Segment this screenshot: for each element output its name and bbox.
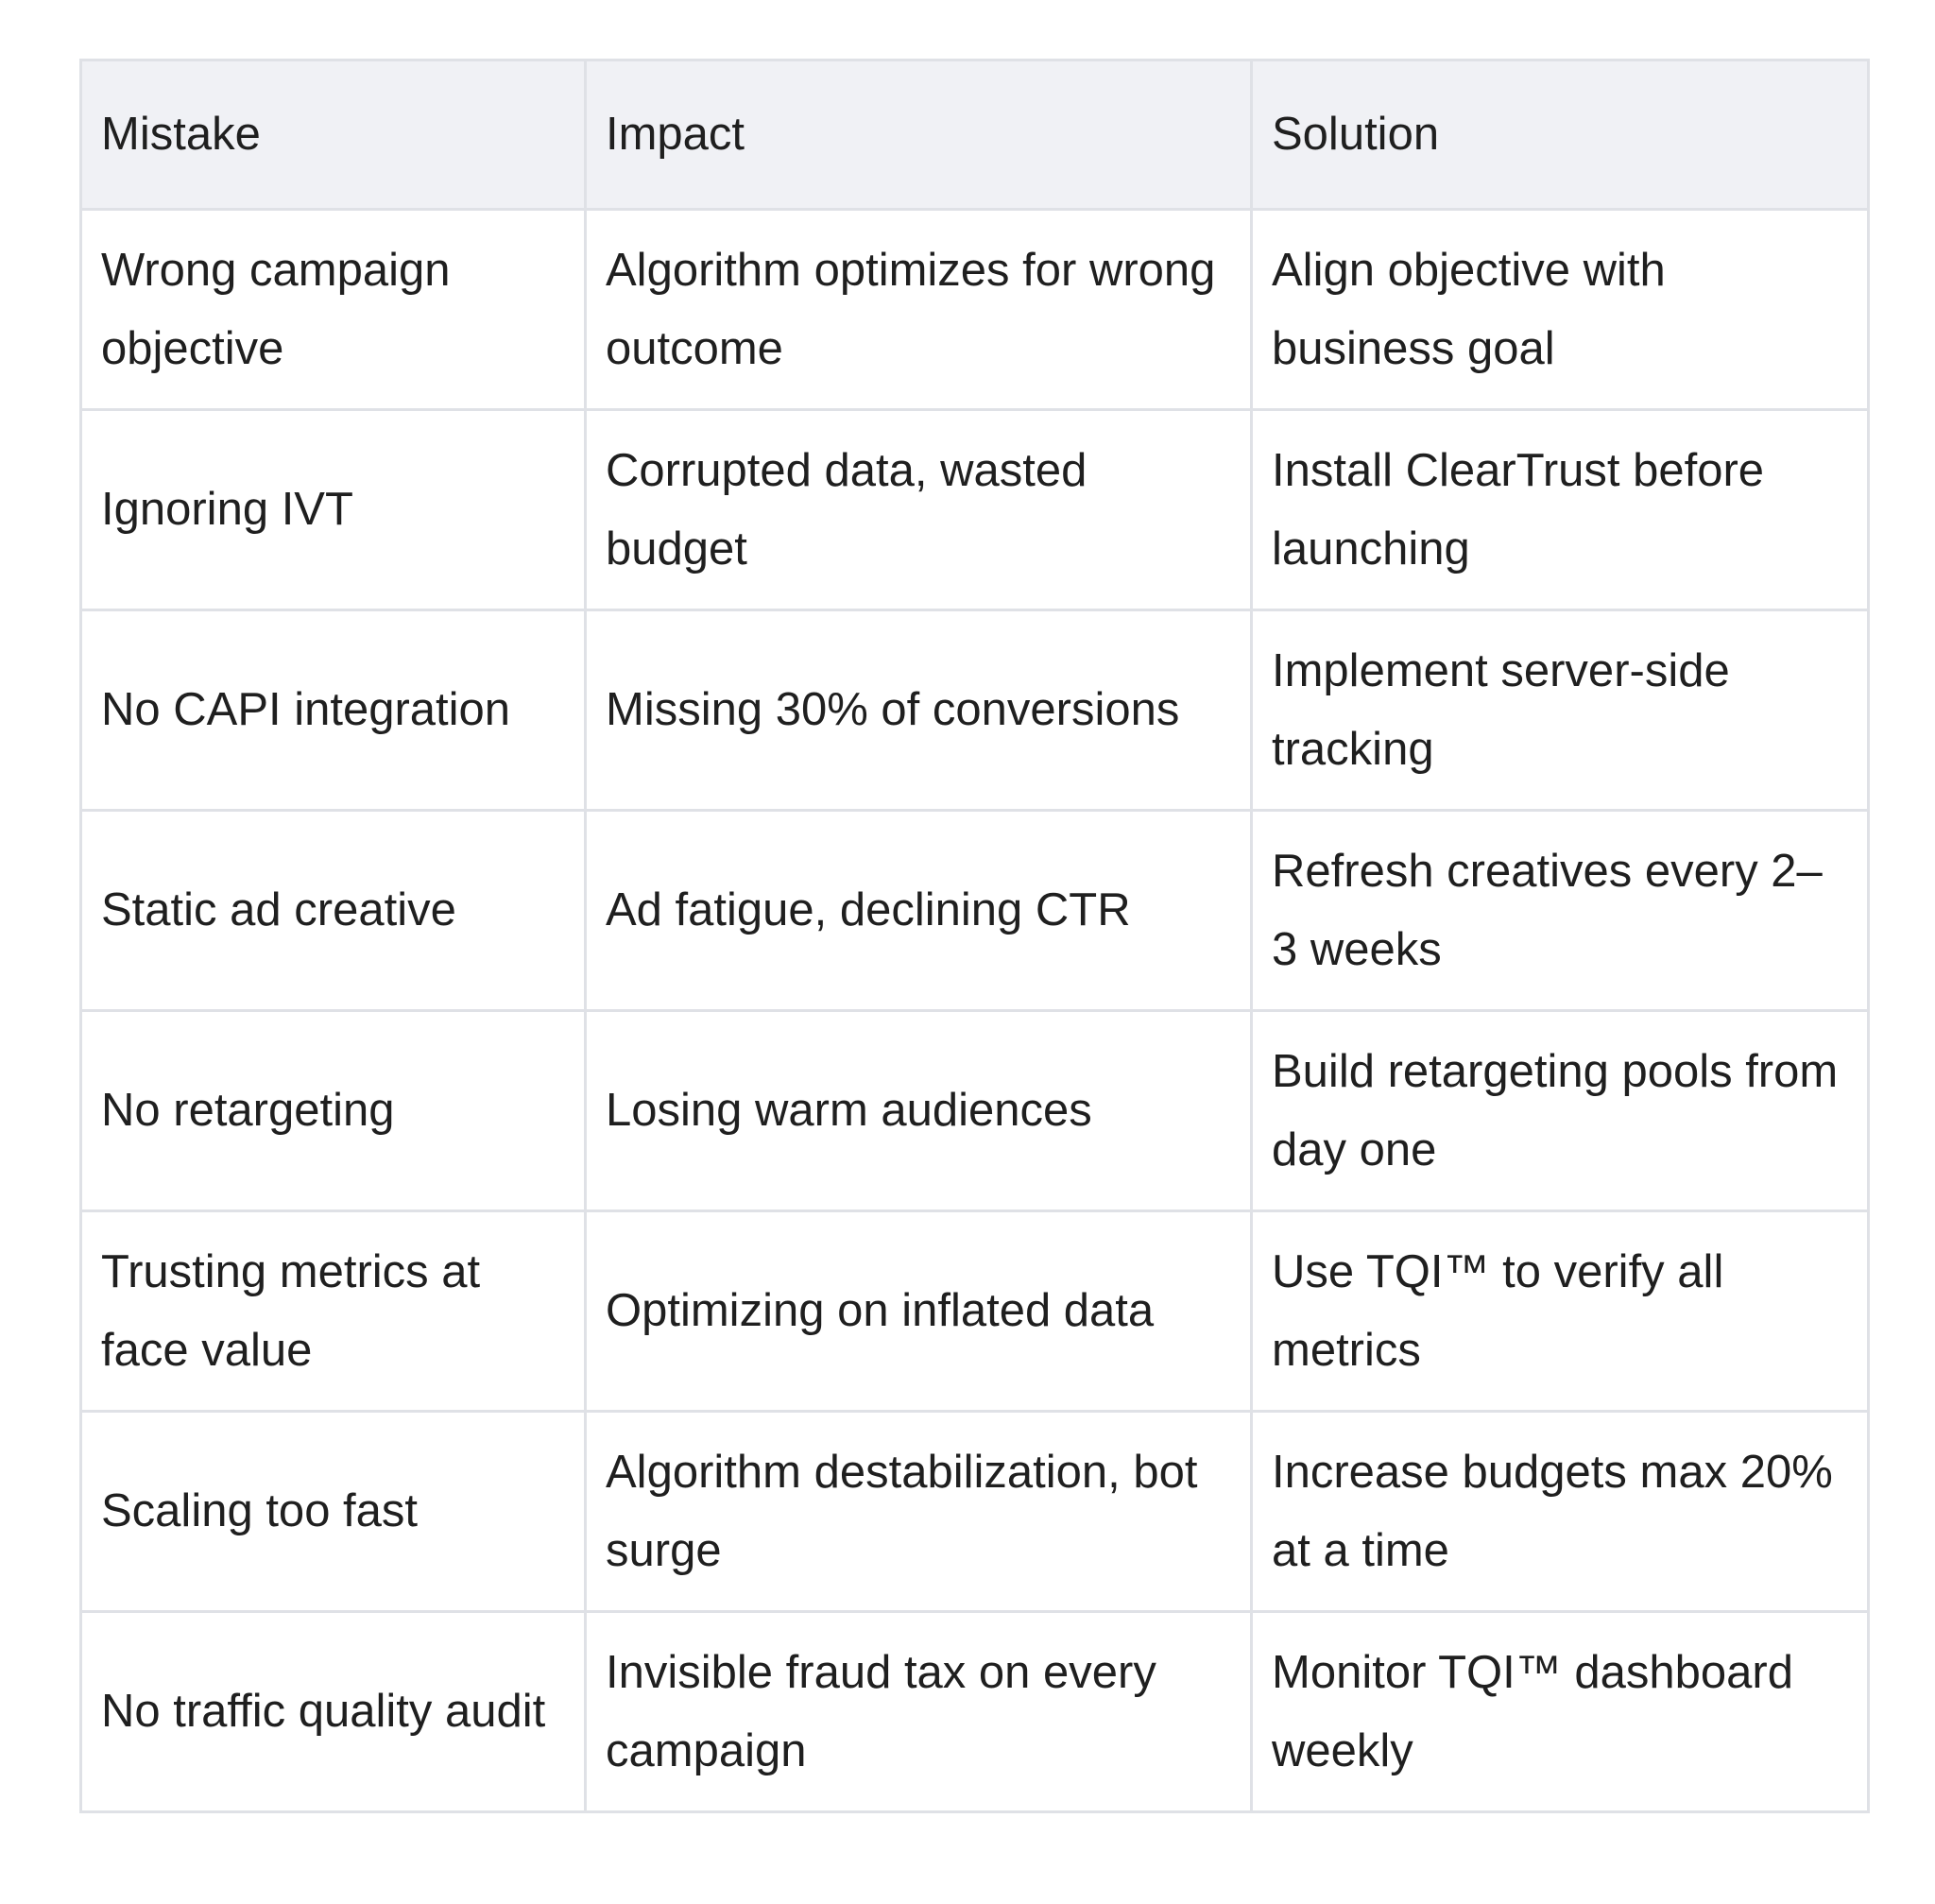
table-row: [81, 1011, 1869, 1211]
table-row: [81, 210, 1869, 410]
mistake-cell: No traffic quality audit: [81, 1612, 586, 1812]
table-row: [81, 1612, 1869, 1812]
table-row: [81, 410, 1869, 610]
impact-cell: Optimizing on inflated data: [586, 1211, 1252, 1412]
solution-cell: Align objective with business goal: [1252, 210, 1869, 410]
mistake-cell: No retargeting: [81, 1011, 586, 1211]
header-impact: Impact: [586, 60, 1252, 210]
solution-cell: Monitor TQI™ dashboard weekly: [1252, 1612, 1869, 1812]
impact-cell: Missing 30% of conversions: [586, 610, 1252, 811]
mistake-cell: Scaling too fast: [81, 1412, 586, 1612]
impact-cell: Invisible fraud tax on every campaign: [586, 1612, 1252, 1812]
impact-cell: Algorithm destabilization, bot surge: [586, 1412, 1252, 1612]
mistake-cell: Static ad creative: [81, 811, 586, 1011]
mistakes-table: [79, 59, 1870, 1813]
impact-cell: Ad fatigue, declining CTR: [586, 811, 1252, 1011]
impact-cell: Corrupted data, wasted budget: [586, 410, 1252, 610]
table-header-row: [81, 60, 1869, 210]
mistake-cell: No CAPI integration: [81, 610, 586, 811]
impact-cell: Algorithm optimizes for wrong outcome: [586, 210, 1252, 410]
mistake-cell: Ignoring IVT: [81, 410, 586, 610]
table-row: [81, 1412, 1869, 1612]
impact-cell: Losing warm audiences: [586, 1011, 1252, 1211]
header-mistake: Mistake: [81, 60, 586, 210]
mistake-cell: Trusting metrics at face value: [81, 1211, 586, 1412]
solution-cell: Install ClearTrust before launching: [1252, 410, 1869, 610]
solution-cell: Refresh creatives every 2–3 weeks: [1252, 811, 1869, 1011]
mistake-cell: Wrong campaign objective: [81, 210, 586, 410]
table-row: [81, 610, 1869, 811]
solution-cell: Use TQI™ to verify all metrics: [1252, 1211, 1869, 1412]
solution-cell: Implement server-side tracking: [1252, 610, 1869, 811]
solution-cell: Build retargeting pools from day one: [1252, 1011, 1869, 1211]
mistakes-table-container: [79, 59, 1867, 1813]
table-row: [81, 1211, 1869, 1412]
table-row: [81, 811, 1869, 1011]
header-solution: Solution: [1252, 60, 1869, 210]
solution-cell: Increase budgets max 20% at a time: [1252, 1412, 1869, 1612]
